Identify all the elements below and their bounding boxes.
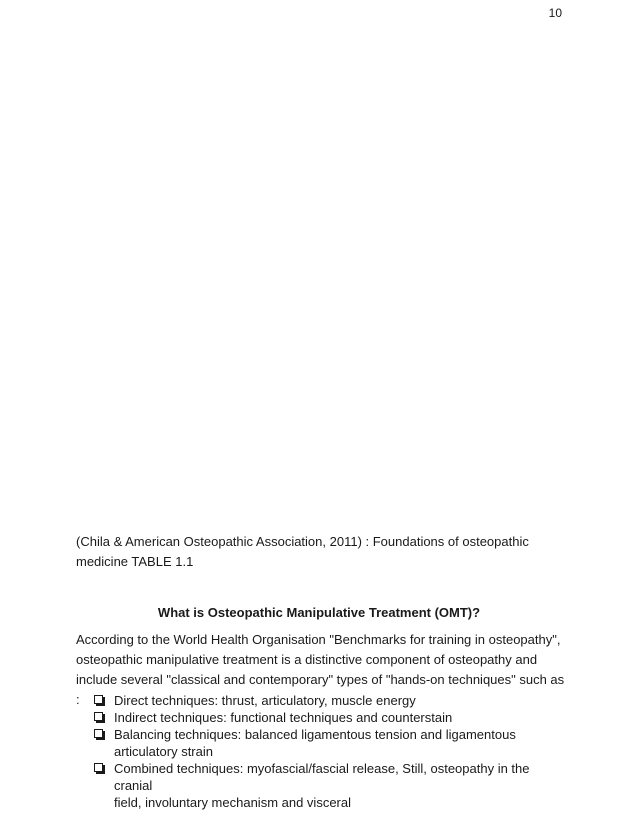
list-item bbox=[94, 726, 564, 760]
section-heading: What is Osteopathic Manipulative Treatment (OMT)? bbox=[157, 605, 481, 620]
list-item-text: articulatory strain bbox=[114, 744, 213, 759]
checkbox-bullet-icon bbox=[94, 763, 103, 772]
list-item bbox=[94, 692, 564, 709]
checkbox-bullet-icon bbox=[94, 712, 103, 721]
list-item-text: field, involuntary mechanism and visceral bbox=[114, 795, 351, 810]
list-item bbox=[94, 760, 564, 811]
list-item-text: Balancing techniques: balanced ligamentous tension and ligamentous bbox=[114, 727, 516, 742]
paragraph-line: osteopathic manipulative treatment is a distinctive component of osteopathy and bbox=[76, 652, 538, 667]
list-item-text: Indirect techniques: functional techniques and counterstain bbox=[114, 710, 453, 725]
page-number: 10 bbox=[548, 6, 562, 20]
caption-line: medicine TABLE 1.1 bbox=[76, 554, 194, 569]
list-item-text: Combined techniques: myofascial/fascial release, Still, osteopathy in the cranial bbox=[114, 761, 530, 793]
list-item-text: Direct techniques: thrust, articulatory, muscle energy bbox=[114, 693, 416, 708]
checkbox-bullet-icon bbox=[94, 729, 103, 738]
technique-list bbox=[94, 692, 564, 811]
figure-caption bbox=[76, 532, 566, 572]
checkbox-bullet-icon bbox=[94, 695, 103, 704]
list-item bbox=[94, 709, 564, 726]
caption-line: (Chila & American Osteopathic Association, 2011) : Foundations of osteopathic bbox=[76, 534, 529, 549]
paragraph-line: include several "classical and contemporary" types of "hands-on techniques" such as : bbox=[76, 672, 565, 707]
paragraph-line: According to the World Health Organisation "Benchmarks for training in osteopathy", bbox=[76, 632, 561, 647]
